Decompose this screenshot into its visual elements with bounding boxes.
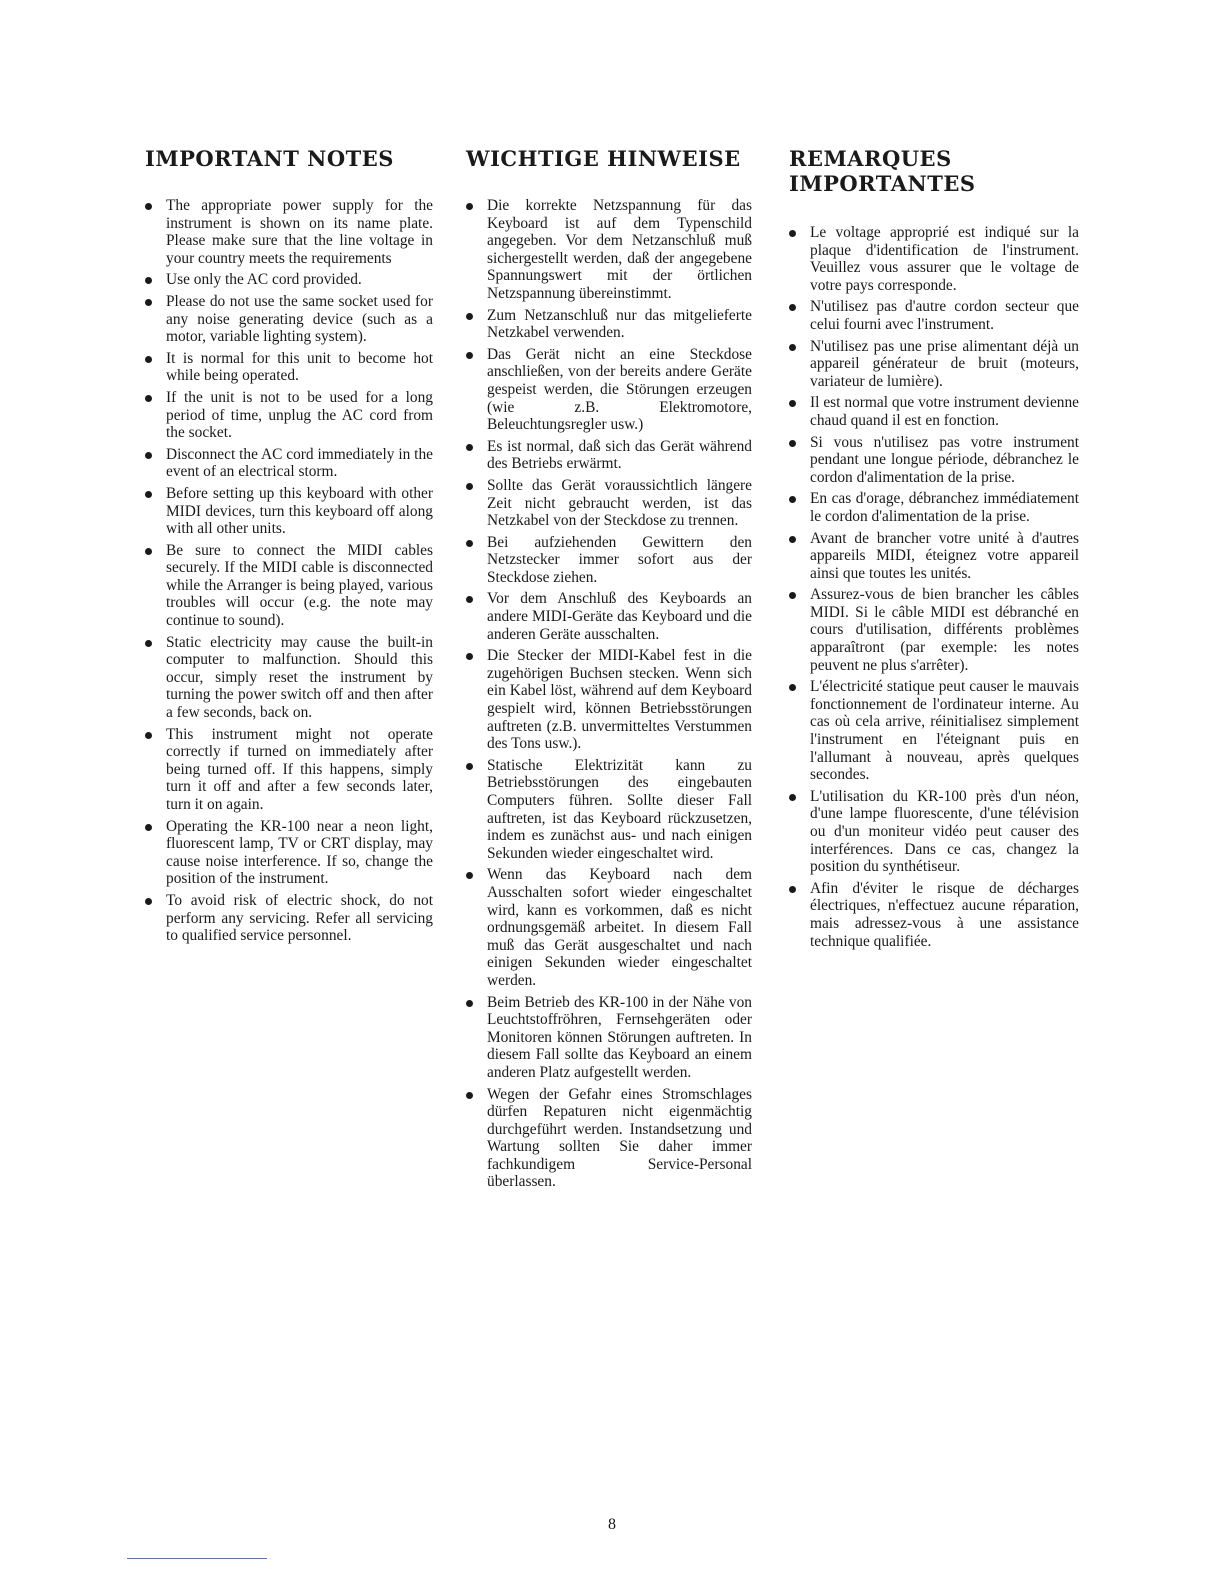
list-item: Die Stecker der MIDI-Kabel fest in die zugehörigen Buchsen stecken. Wenn sich ein Kabel löst, während auf dem Keyboard gespielt wird, können Betriebsstörungen auftreten (z.B. unvermitteltes Verstummen des Tons usw.). xyxy=(466,647,752,753)
list-item: Zum Netzanschluß nur das mitgelieferte Netzkabel verwenden. xyxy=(466,307,752,342)
list-item: Please do not use the same socket used for any noise generating device (such as a motor, variable lighting system). xyxy=(145,293,433,346)
page-number: 8 xyxy=(608,1516,616,1533)
french-column xyxy=(789,146,1079,954)
list-item: Das Gerät nicht an eine Steckdose anschließen, von der bereits andere Geräte gespeist werden, die Störungen erzeugen (wie z.B. Elektromotore, Beleuchtungsregler usw.) xyxy=(466,346,752,434)
list-item: To avoid risk of electric shock, do not perform any servicing. Refer all servicing to qualified service personnel. xyxy=(145,892,433,945)
list-item: Static electricity may cause the built-in computer to malfunction. Should this occur, simply reset the instrument by turning the power switch off and then after a few seconds, back on. xyxy=(145,634,433,722)
list-item: L'électricité statique peut causer le mauvais fonctionnement de l'ordinateur interne. Au cas où cela arrive, réinitialisez simplement l'instrument en l'éteignant puis en l'allumant à nouveau, après quelques secondes. xyxy=(789,678,1079,784)
footer-rule xyxy=(127,1558,267,1559)
list-item: N'utilisez pas une prise alimentant déjà un appareil générateur de bruit (moteurs, variateur de lumière). xyxy=(789,338,1079,391)
list-item: If the unit is not to be used for a long period of time, unplug the AC cord from the socket. xyxy=(145,389,433,442)
german-column xyxy=(466,146,752,1195)
list-item: Il est normal que votre instrument devienne chaud quand il est en fonction. xyxy=(789,394,1079,429)
list-item: Si vous n'utilisez pas votre instrument pendant une longue période, débranchez le cordon d'alimentation de la prise. xyxy=(789,434,1079,487)
list-item: Beim Betrieb des KR-100 in der Nähe von Leuchtstoffröhren, Fernsehgeräten oder Monitoren können Störungen auftreten. In diesem Fall sollte das Keyboard an einem anderen Platz aufgestellt werden. xyxy=(466,994,752,1082)
list-item: Le voltage approprié est indiqué sur la plaque d'identification de l'instrument. Veuillez vous assurer que le voltage de votre pays corresponde. xyxy=(789,224,1079,294)
list-item: Disconnect the AC cord immediately in the event of an electrical storm. xyxy=(145,446,433,481)
list-item: Be sure to connect the MIDI cables securely. If the MIDI cable is disconnected while the Arranger is being played, various troubles will occur (e.g. the note may continue to sound). xyxy=(145,542,433,630)
list-item: N'utilisez pas d'autre cordon secteur que celui fourni avec l'instrument. xyxy=(789,298,1079,333)
list-item: Wenn das Keyboard nach dem Ausschalten sofort wieder eingeschaltet wird, kann es vorkommen, daß es nicht ordnungsgemäß arbeitet. In diesem Fall muß das Gerät ausgeschaltet und nach einigen Sekunden wieder eingeschaltet werden. xyxy=(466,866,752,989)
list-item: It is normal for this unit to become hot while being operated. xyxy=(145,350,433,385)
list-item: Before setting up this keyboard with other MIDI devices, turn this keyboard off along with all other units. xyxy=(145,485,433,538)
list-item: En cas d'orage, débranchez immédiatement le cordon d'alimentation de la prise. xyxy=(789,490,1079,525)
list-item: Statische Elektrizität kann zu Betriebsstörungen des eingebauten Computers führen. Sollte dieser Fall auftreten, ist das Keyboard rückzusetzen, indem es zunächst aus- und nach einigen Sekunden wieder eingeschaltet wird. xyxy=(466,757,752,863)
list-item: Assurez-vous de bien brancher les câbles MIDI. Si le câble MIDI est débranché en cours d'utilisation, différents problèmes apparaîtront (par exemple: les notes peuvent ne plus s'arrêter). xyxy=(789,586,1079,674)
list-item: Sollte das Gerät voraussichtlich längere Zeit nicht gebraucht werden, ist das Netzkabel von der Steckdose zu trennen. xyxy=(466,477,752,530)
list-item: The appropriate power supply for the instrument is shown on its name plate. Please make sure that the line voltage in your country meets the requirements xyxy=(145,197,433,267)
french-heading-line2: IMPORTANTES xyxy=(789,171,976,196)
french-notes-list xyxy=(789,224,1079,950)
english-heading: IMPORTANT NOTES xyxy=(145,146,394,171)
list-item: Avant de brancher votre unité à d'autres appareils MIDI, éteignez votre appareil ainsi que toutes les unités. xyxy=(789,530,1079,583)
list-item: Operating the KR-100 near a neon light, fluorescent lamp, TV or CRT display, may cause noise interference. If so, change the position of the instrument. xyxy=(145,818,433,888)
list-item: Es ist normal, daß sich das Gerät während des Betriebs erwärmt. xyxy=(466,438,752,473)
list-item: Die korrekte Netzspannung für das Keyboard ist auf dem Typenschild angegeben. Vor dem Netzanschluß muß sichergestellt werden, daß der angegebene Spannungswert mit der örtlichen Netzspannung übereinstimmt. xyxy=(466,197,752,303)
german-notes-list xyxy=(466,197,752,1191)
list-item: Vor dem Anschluß des Keyboards an andere MIDI-Geräte das Keyboard und die anderen Geräte ausschalten. xyxy=(466,590,752,643)
english-notes-list xyxy=(145,197,433,945)
list-item: This instrument might not operate correctly if turned on immediately after being turned off. If this happens, simply turn it off and after a few seconds later, turn it on again. xyxy=(145,726,433,814)
french-heading xyxy=(789,146,1079,196)
french-heading-line1: REMARQUES xyxy=(789,146,952,171)
list-item: Wegen der Gefahr eines Stromschlages dürfen Repaturen nicht eigenmächtig durchgeführt werden. Instandsetzung und Wartung sollten Sie daher immer fachkundigem Service-Personal überlassen. xyxy=(466,1086,752,1192)
german-heading: WICHTIGE HINWEISE xyxy=(466,146,741,171)
list-item: Bei aufziehenden Gewittern den Netzstecker immer sofort aus der Steckdose ziehen. xyxy=(466,534,752,587)
list-item: Use only the AC cord provided. xyxy=(145,271,433,289)
english-column xyxy=(145,146,433,949)
list-item: Afin d'éviter le risque de décharges électriques, n'effectuez aucune réparation, mais adressez-vous à une assistance technique qualifiée. xyxy=(789,880,1079,950)
list-item: L'utilisation du KR-100 près d'un néon, d'une lampe fluorescente, d'une télévision ou d'un moniteur vidéo peut causer des interférences. Dans ce cas, changez la position du synthétiseur. xyxy=(789,788,1079,876)
